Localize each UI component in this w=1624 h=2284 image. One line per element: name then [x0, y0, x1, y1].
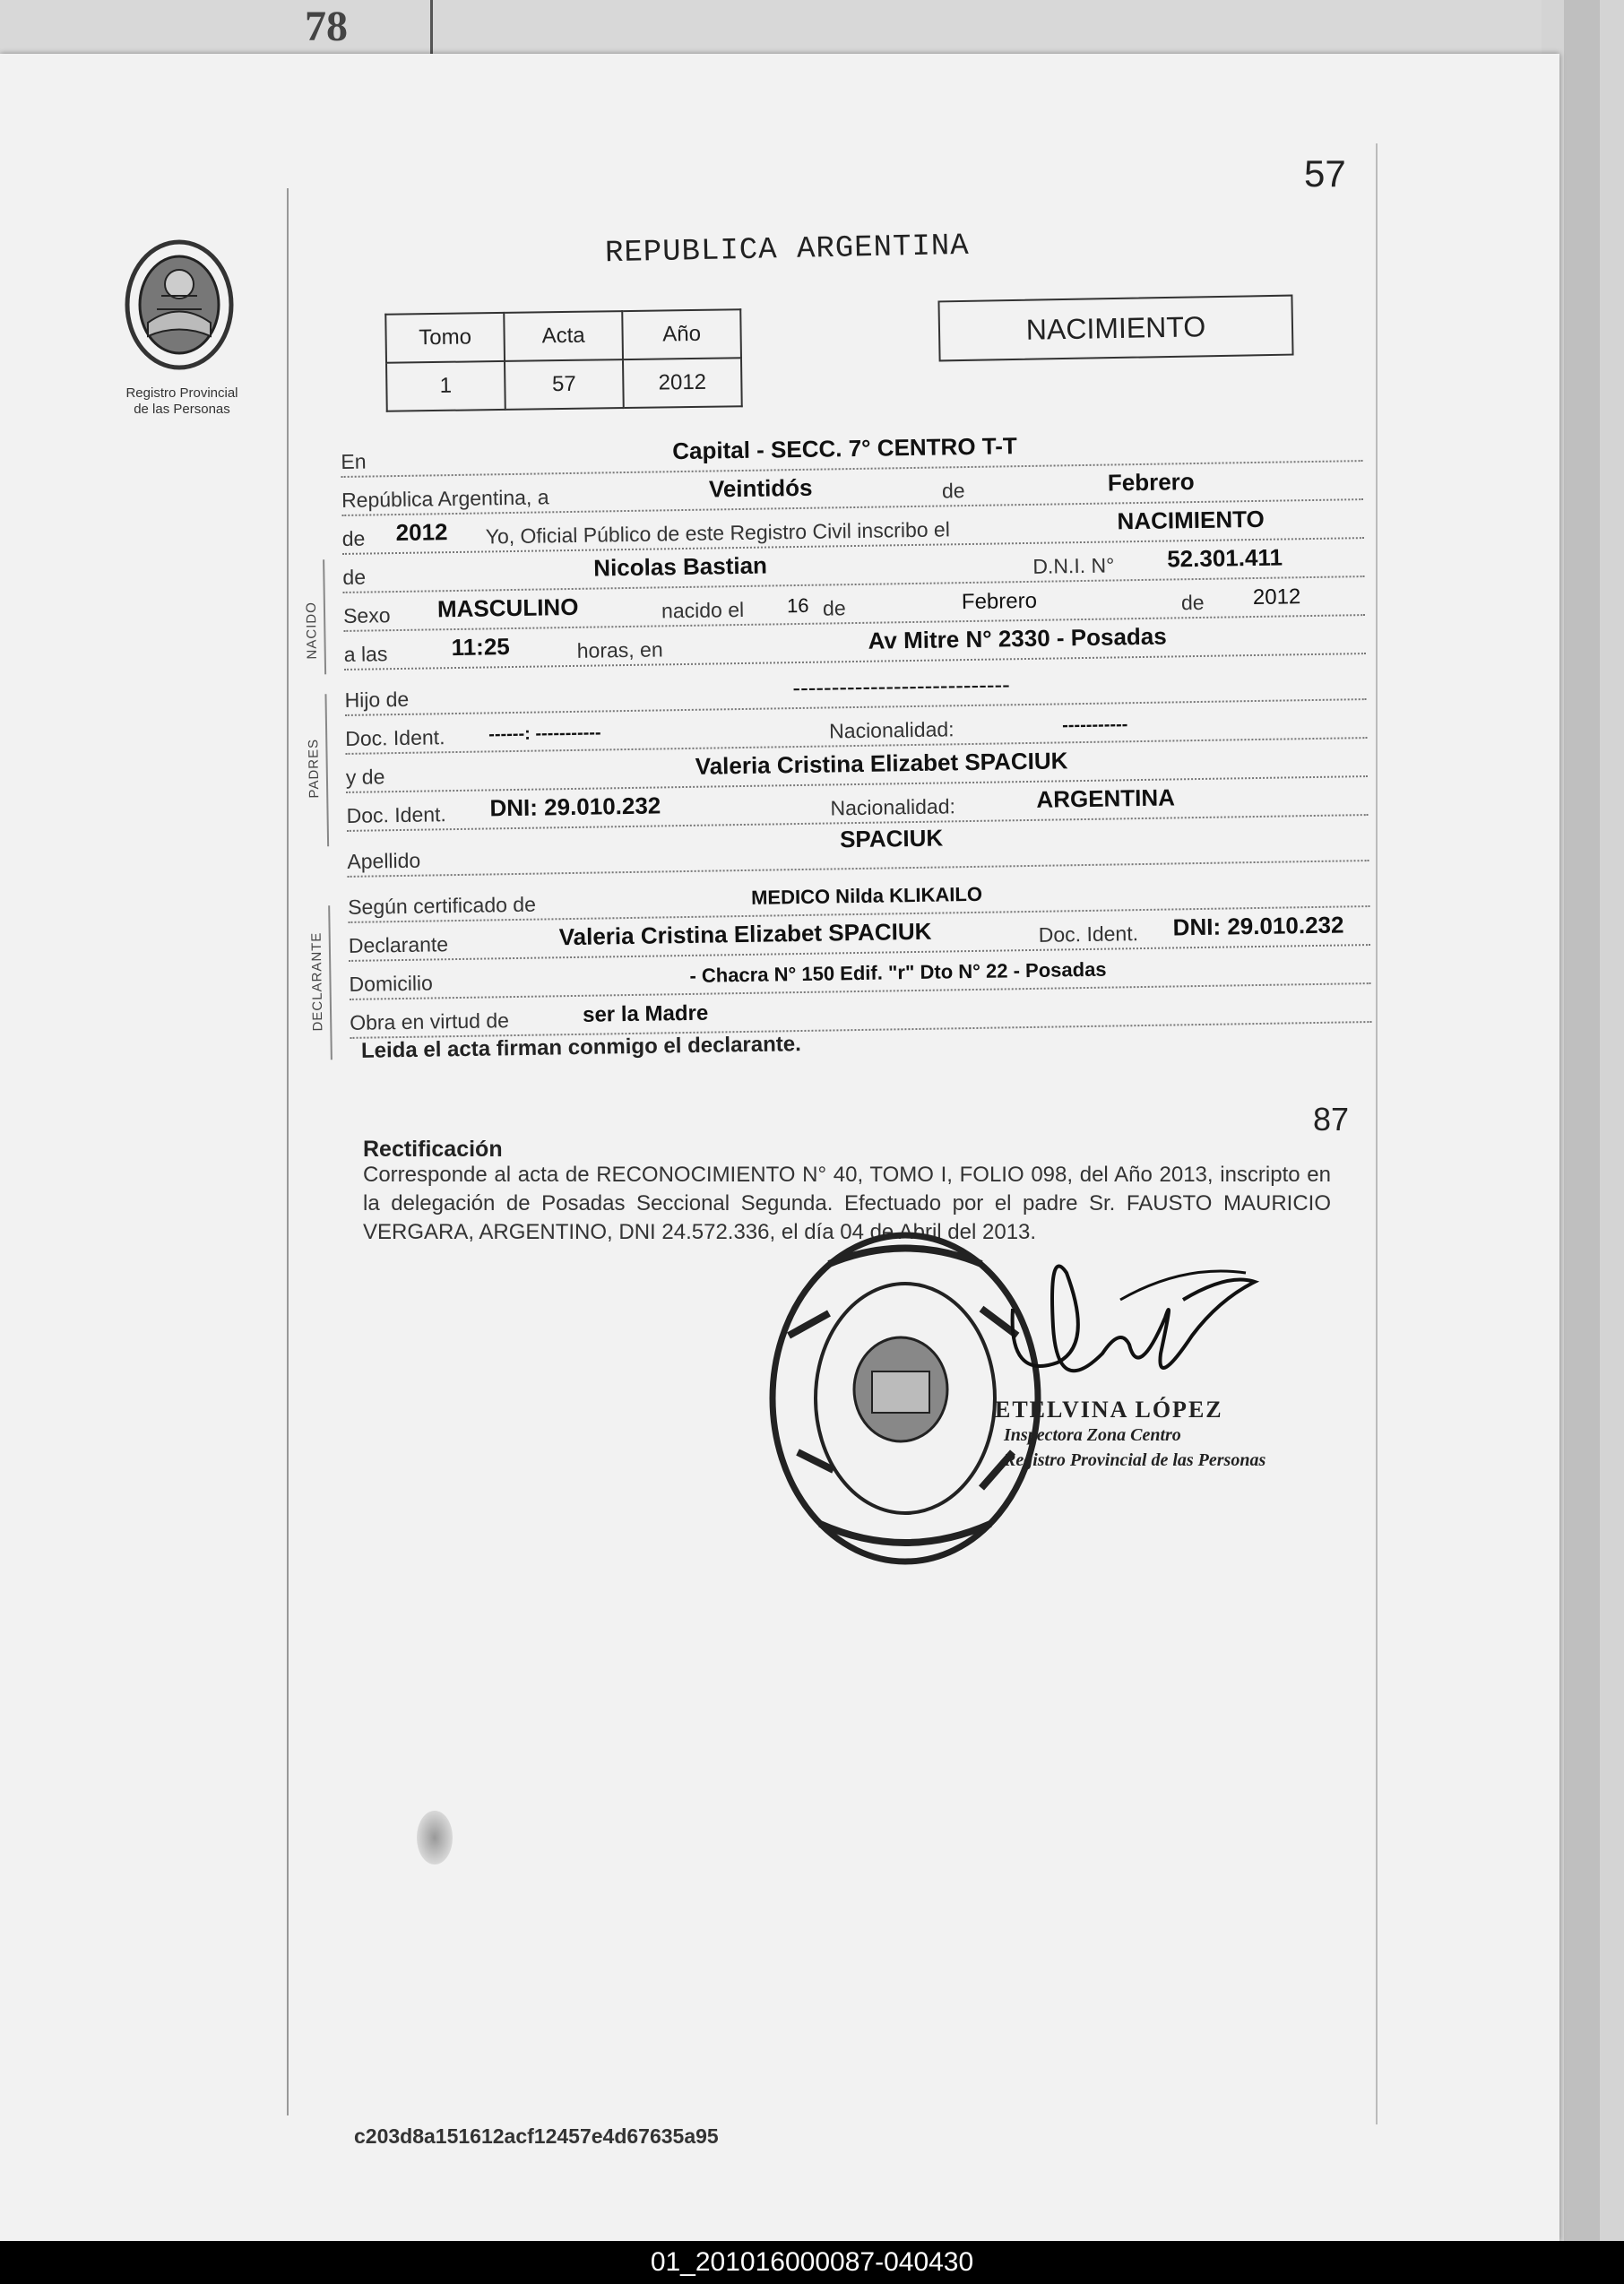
section-tag-padres: PADRES [306, 738, 323, 799]
child-name: Nicolas Bastian [593, 551, 768, 582]
child-dni: 52.301.411 [1166, 543, 1283, 573]
document-title: REPUBLICA ARGENTINA [604, 229, 971, 272]
coat-of-arms-icon [121, 238, 238, 372]
hijo-label: Hijo de [344, 687, 410, 712]
day-value: Veintidós [708, 473, 813, 503]
declarante-doc: DNI: 29.010.232 [1172, 911, 1344, 941]
document-hash: c203d8a151612acf12457e4d67635a95 [354, 2124, 719, 2148]
table-header: Año [622, 309, 741, 359]
mother-nationality: ARGENTINA [1036, 783, 1176, 813]
form-right-border [1376, 143, 1378, 2124]
sexo-label: Sexo [342, 603, 391, 627]
official-name: ETELVINA LÓPEZ [995, 1397, 1223, 1423]
table-cell: 1 [386, 361, 505, 411]
table-cell: 57 [505, 359, 624, 410]
child-de-label: de [342, 565, 367, 589]
docident3-label: Doc. Ident. [1038, 921, 1139, 947]
father-doc: ------: ----------- [488, 722, 601, 745]
yde-label: y de [345, 765, 385, 789]
docident2-label: Doc. Ident. [346, 802, 447, 827]
reading-note: Leida el acta firman conmigo el declarante. [360, 1032, 802, 1063]
registry-caption [106, 385, 258, 418]
registry-caption-line2: de las Personas [134, 402, 230, 417]
declarante-label: Declarante [348, 932, 449, 957]
page-number: 57 [1304, 152, 1346, 195]
birth-day: 16 [786, 593, 809, 618]
registry-table [384, 308, 742, 412]
apellido-label: Apellido [347, 848, 421, 873]
father-name: ---------------------------- [792, 670, 1011, 702]
birth-form [303, 423, 1371, 1039]
nacido-label: nacido el [661, 597, 745, 623]
year-value: 2012 [395, 518, 448, 547]
birth-place: Av Mitre N° 2330 - Posadas [868, 622, 1167, 654]
table-header: Tomo [385, 313, 505, 363]
de4-label: de [1180, 590, 1205, 615]
official-role: Inspectora Zona Centro [1004, 1425, 1181, 1445]
section-rule-nacido [323, 559, 326, 674]
birth-time: 11:25 [451, 633, 510, 662]
table-cell: 2012 [623, 358, 742, 408]
de-label: de [941, 479, 965, 503]
section-rule-padres [324, 694, 329, 846]
mother-doc: DNI: 29.010.232 [489, 792, 661, 822]
back-page-number: 78 [305, 3, 348, 50]
nacionalidad2-label: Nacionalidad: [830, 794, 956, 820]
father-nationality: ----------- [1061, 714, 1128, 736]
form-line-apellido [347, 823, 1369, 878]
section-tag-nacido: NACIDO [303, 601, 320, 660]
domicilio-value: - Chacra N° 150 Edif. "r" Dto N° 22 - Posadas [689, 957, 1107, 987]
horas-label: horas, en [576, 637, 663, 662]
certificado-label: Según certificado de [347, 892, 537, 919]
nacionalidad1-label: Nacionalidad: [828, 717, 955, 743]
inscribo-value: NACIMIENTO [1117, 505, 1265, 535]
obra-label: Obra en virtud de [350, 1008, 510, 1034]
table-header: Acta [504, 311, 623, 361]
rectification-number: 87 [1313, 1101, 1350, 1138]
yo-label: Yo, Oficial Público de este Registro Civil inscribo el [485, 517, 951, 549]
month-value: Febrero [1107, 468, 1195, 497]
form-left-border [287, 188, 289, 2115]
rectification-body: Corresponde al acta de RECONOCIMIENTO N° 40, TOMO I, FOLIO 098, del Año 2013, inscripto en la delegación de Posadas Seccional Segunda. Efectuado por el padre Sr. FAUSTO MAURICIO VERGARA, ARGENTINO, DNI 24.572.336, el día 04 de Abril del 2013. [363, 1163, 1331, 1244]
de3-label: de [822, 596, 846, 620]
en-label: En [341, 449, 367, 473]
record-type-box: NACIMIENTO [937, 295, 1293, 362]
section-tag-declarante: DECLARANTE [308, 931, 326, 1032]
certificado-value: MEDICO Nilda KLIKAILO [750, 882, 983, 909]
en-value: Capital - SECC. 7° CENTRO T-T [672, 432, 1017, 465]
section-rule-declarante [328, 905, 333, 1060]
sexo-value: MASCULINO [436, 593, 579, 623]
document-page [0, 54, 1559, 2241]
registry-caption-line1: Registro Provincial [125, 385, 238, 401]
page-edge-shadow [1564, 0, 1600, 2241]
alas-label: a las [343, 642, 388, 666]
republica-label: República Argentina, a [341, 485, 549, 512]
mother-name: Valeria Cristina Elizabet SPACIUK [695, 747, 1068, 780]
de2-label: de [341, 526, 366, 550]
obra-value: ser la Madre [582, 1000, 709, 1027]
domicilio-label: Domicilio [349, 971, 434, 996]
paper-smudge [417, 1811, 453, 1864]
dni-label: D.N.I. N° [1032, 553, 1115, 578]
file-id-footer: 01_201016000087-040430 [0, 2241, 1624, 2284]
rectification-title: Rectificación [363, 1137, 503, 1162]
declarante-value: Valeria Cristina Elizabet SPACIUK [558, 917, 932, 951]
docident1-label: Doc. Ident. [345, 725, 445, 750]
official-org: Registro Provincial de las Personas [1004, 1450, 1266, 1470]
birth-year: 2012 [1252, 584, 1301, 610]
apellido-value: SPACIUK [839, 824, 944, 853]
birth-month: Febrero [961, 588, 1038, 615]
